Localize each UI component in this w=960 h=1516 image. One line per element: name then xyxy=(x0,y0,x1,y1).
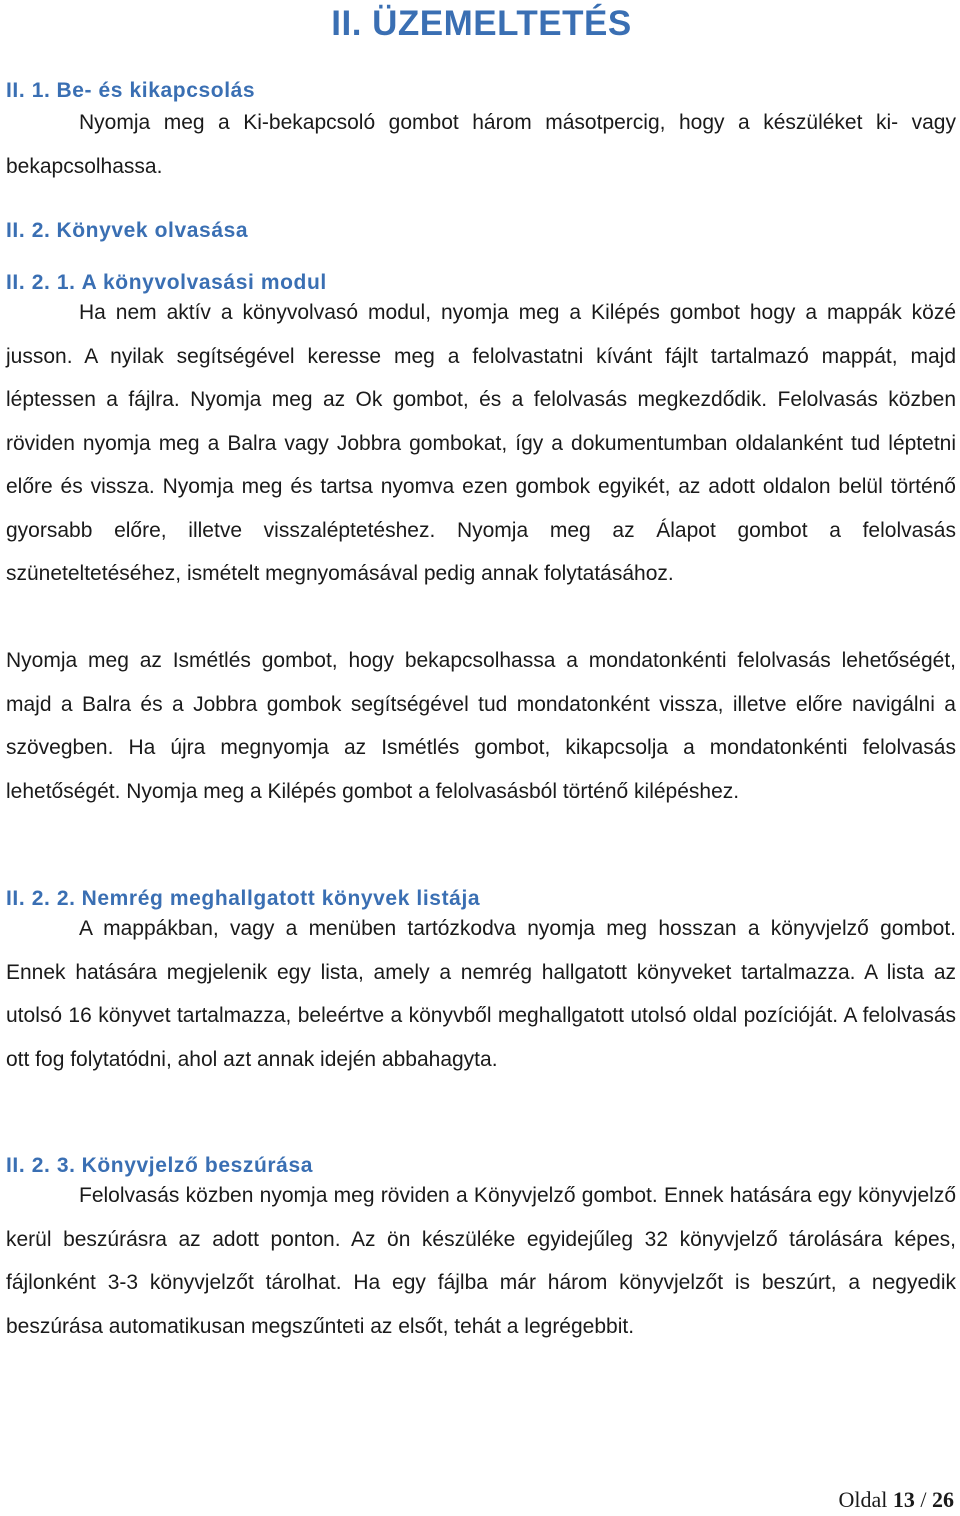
section-title: Be- és kikapcsolás xyxy=(56,79,256,102)
section-title: Könyvjelző beszúrása xyxy=(81,1154,314,1177)
page-separator: / xyxy=(920,1487,927,1512)
section-paragraph-2-3: Felolvasás közben nyomja meg röviden a Könyvjelző gombot. Ennek hatására egy könyvjelző kerül beszúrásra az adott ponton. Az ön készüléke egyidejűleg 32 könyvjelző tárolására képes, fájlonként 3-3 könyvjelzőt tárolhat. Ha egy fájlba már három könyvjelzőt is beszúrt, a negyedik beszúrása automatikusan megszűnteti az elsőt, tehát a legrégebbit. xyxy=(6,1184,956,1338)
section-paragraph-2-1-continued: Nyomja meg az Ismétlés gombot, hogy bekapcsolhassa a mondatonkénti felolvasás lehetőségét, majd a Balra és a Jobbra gombok segítségével tud mondatonként vissza, illetve előre navigálni a szövegben. Ha újra megnyomja az Ismétlés gombot, kikapcsolja a mondatonkénti felolvasás lehetőségét. Nyomja meg a Kilépés gombot a felolvasásból történő kilépéshez. xyxy=(6,649,956,803)
page-number-footer xyxy=(838,1487,954,1513)
section-title: A könyvolvasási modul xyxy=(81,271,327,294)
chapter-title-text: II. ÜZEMELTETÉS xyxy=(331,4,632,43)
section-title: Könyvek olvasása xyxy=(56,219,249,242)
section-heading-1 xyxy=(6,79,255,103)
chapter-title xyxy=(0,4,960,44)
section-paragraph-1: Nyomja meg a Ki-bekapcsoló gombot három másotpercig, hogy a készüléket ki- vagy bekapcsolhassa. xyxy=(6,111,956,178)
total-pages: 26 xyxy=(932,1487,954,1512)
current-page: 13 xyxy=(892,1487,915,1512)
section-heading-2 xyxy=(6,219,248,243)
section-number: II. 2. 1. xyxy=(6,271,76,294)
section-number: II. 1. xyxy=(6,79,51,102)
section-title: Nemrég meghallgatott könyvek listája xyxy=(81,887,481,910)
section-number: II. 2. xyxy=(6,219,51,242)
section-paragraph-2-1: Ha nem aktív a könyvolvasó modul, nyomja meg a Kilépés gombot hogy a mappák közé jusson. A nyilak segítségével keresse meg a felolvastatni kívánt fájlt tartalmazó mappát, majd léptessen a fájlra. Nyomja meg az Ok gombot, és a felolvasás megkezdődik. Felolvasás közben röviden nyomja meg a Balra vagy Jobbra gombokat, így a dokumentumban oldalanként tud léptetni előre és vissza. Nyomja meg és tartsa nyomva ezen gombok egyikét, az adott oldalon belül történő gyorsabb előre, illetve visszaléptetéshez. Nyomja meg az Álapot gombot a felolvasás szüneteltetéséhez, ismételt megnyomásával pedig annak folytatásához. xyxy=(6,301,956,585)
section-number: II. 2. 3. xyxy=(6,1154,76,1177)
page-label: Oldal xyxy=(838,1487,888,1512)
section-paragraph-2-2: A mappákban, vagy a menüben tartózkodva nyomja meg hosszan a könyvjelző gombot. Ennek hatására megjelenik egy lista, amely a nemrég hallgatott könyveket tartalmazza. A lista az utolsó 16 könyvet tartalmazza, beleértve a könyvből meghallgatott utolsó oldal pozícióját. A felolvasás ott fog folytatódni, ahol azt annak idején abbahagyta. xyxy=(6,917,956,1071)
section-number: II. 2. 2. xyxy=(6,887,76,910)
